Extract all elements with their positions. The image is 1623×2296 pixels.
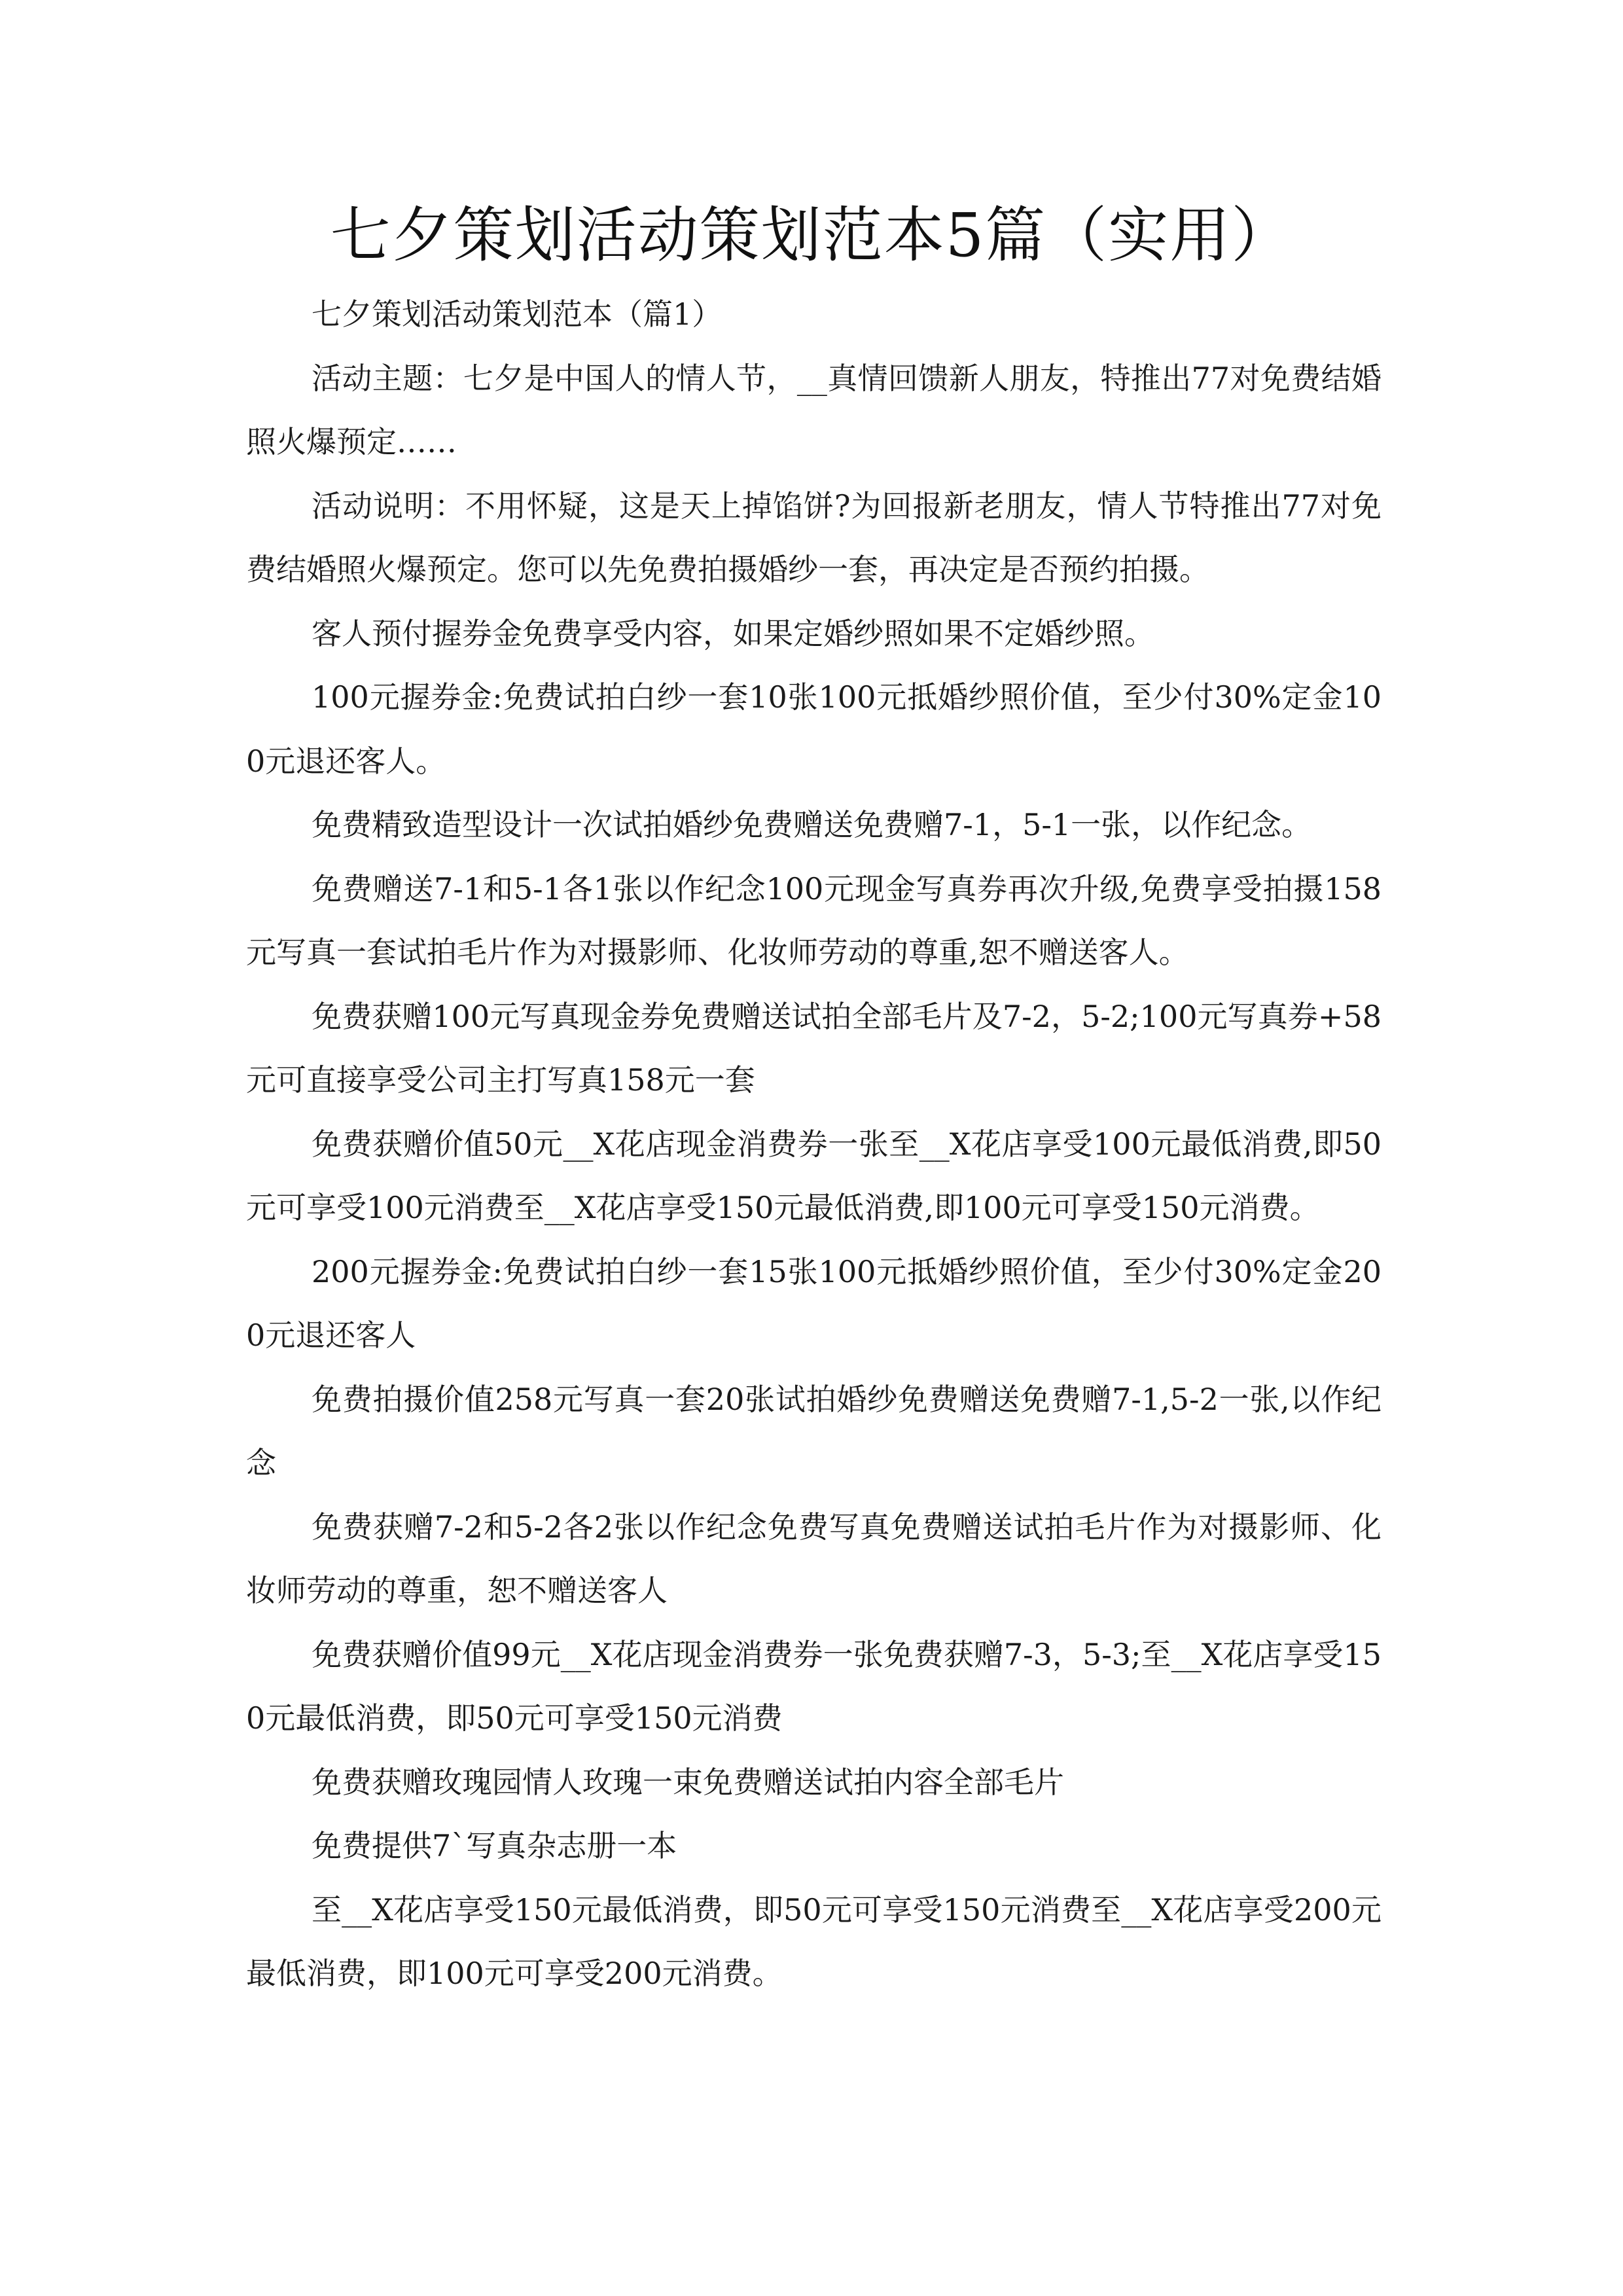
paragraph: 至__X花店享受150元最低消费，即50元可享受150元消费至__X花店享受200元最低消费，即100元可享受200元消费。 bbox=[246, 1892, 1382, 1991]
paragraph: 免费获赠玫瑰园情人玫瑰一束免费赠送试拍内容全部毛片 bbox=[312, 1764, 1064, 1800]
paragraph-theme: 活动主题：七夕是中国人的情人节，__真情回馈新人朋友，特推出77对免费结婚照火爆预定…… bbox=[246, 360, 1382, 459]
paragraph: 免费获赠100元写真现金券免费赠送试拍全部毛片及7-2，5-2;100元写真券+58元可直接享受公司主打写真158元一套 bbox=[246, 998, 1382, 1098]
paragraph: 免费获赠7-2和5-2各2张以作纪念免费写真免费赠送试拍毛片作为对摄影师、化妆师劳动的尊重，恕不赠送客人 bbox=[246, 1509, 1382, 1608]
paragraph: 免费赠送7-1和5-1各1张以作纪念100元现金写真券再次升级,免费享受拍摄158元写真一套试拍毛片作为对摄影师、化妆师劳动的尊重,恕不赠送客人。 bbox=[246, 870, 1382, 970]
paragraph: 免费获赠价值50元__X花店现金消费券一张至__X花店享受100元最低消费,即50元可享受100元消费至__X花店享受150元最低消费,即100元可享受150元消费。 bbox=[246, 1126, 1382, 1225]
paragraph: 200元握券金:免费试拍白纱一套15张100元抵婚纱照价值，至少付30%定金200元退还客人 bbox=[246, 1253, 1382, 1353]
paragraph: 客人预付握券金免费享受内容，如果定婚纱照如果不定婚纱照。 bbox=[312, 615, 1154, 651]
paragraph: 免费获赠价值99元__X花店现金消费券一张免费获赠7-3，5-3;至__X花店享受150元最低消费，即50元可享受150元消费 bbox=[246, 1636, 1382, 1736]
paragraph: 免费拍摄价值258元写真一套20张试拍婚纱免费赠送免费赠7-1,5-2一张,以作纪念 bbox=[246, 1381, 1382, 1480]
paragraph: 100元握券金:免费试拍白纱一套10张100元抵婚纱照价值，至少付30%定金100元退还客人。 bbox=[246, 679, 1382, 779]
paragraph: 免费精致造型设计一次试拍婚纱免费赠送免费赠7-1，5-1一张，以作纪念。 bbox=[312, 807, 1312, 842]
paragraph-description: 活动说明：不用怀疑，这是天上掉馅饼?为回报新老朋友，情人节特推出77对免费结婚照火爆预定。您可以先免费拍摄婚纱一套，再决定是否预约拍摄。 bbox=[246, 488, 1382, 587]
section-heading: 七夕策划活动策划范本（篇1） bbox=[312, 296, 722, 332]
document-title: 七夕策划活动策划范本5篇（实用） bbox=[330, 200, 1293, 270]
paragraph: 免费提供7`写真杂志册一本 bbox=[312, 1828, 677, 1863]
document-body bbox=[246, 283, 1382, 2006]
